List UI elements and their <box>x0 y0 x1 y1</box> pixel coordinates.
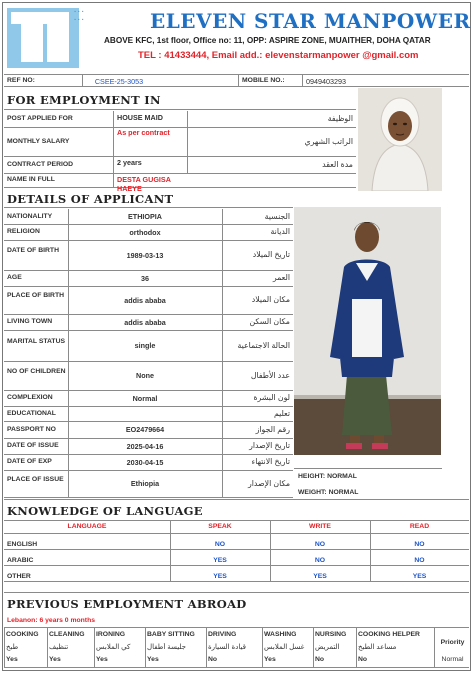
skill-name: CLEANING <box>49 631 85 638</box>
company-name: ELEVEN STAR MANPOWER <box>150 9 471 33</box>
applicant-row-label: DATE OF EXP <box>7 458 52 465</box>
employment-row-arabic: الوظيفة <box>327 114 353 123</box>
language-row-divider <box>4 581 469 582</box>
company-address: ABOVE KFC, 1st floor, Office no: 11, OPP: ASPIRE ZONE, MUAITHER, DOHA QATAR <box>104 36 431 45</box>
applicant-row-arabic: تاريخ الإصدار <box>249 441 290 450</box>
language-level: YES <box>313 573 327 580</box>
previous-country-duration: Lebanon: 6 years 0 months <box>7 617 96 624</box>
language-column-divider <box>270 520 271 581</box>
applicant-row-label: PASSPORT NO <box>7 425 56 433</box>
employment-row-arabic: مدة العقد <box>322 159 353 169</box>
language-level: YES <box>412 573 427 580</box>
applicant-row-divider <box>4 314 293 315</box>
applicant-row-label: PLACE OF ISSUE <box>7 475 64 483</box>
skill-value: Yes <box>6 656 18 663</box>
applicant-row-value: 1989-03-13 <box>126 250 164 260</box>
employment-row-label: NAME IN FULL <box>7 176 55 183</box>
applicant-row-label: DATE OF ISSUE <box>7 442 59 449</box>
applicant-row-divider <box>4 224 293 225</box>
applicant-row-arabic: الحالة الاجتماعية <box>237 340 290 350</box>
skill-value: Yes <box>49 656 61 663</box>
applicant-row-divider <box>4 438 293 439</box>
language-table-border <box>4 520 469 521</box>
language-row-divider <box>4 565 469 566</box>
skill-arabic: التمريض <box>315 644 340 651</box>
language-section-title: KNOWLEDGE OF LANGUAGE <box>7 504 203 518</box>
skill-column-divider <box>434 627 435 667</box>
priority-value: Normal <box>441 656 464 663</box>
language-header-cell: LANGUAGE <box>67 523 107 530</box>
applicant-row-divider <box>4 470 293 471</box>
skill-column-divider <box>47 627 48 667</box>
employment-column-divider <box>187 111 188 173</box>
skill-arabic: مساعد الطبخ <box>358 644 397 651</box>
applicant-row-divider <box>4 390 293 391</box>
language-column-divider <box>370 520 371 581</box>
skill-column-divider <box>356 627 357 667</box>
applicant-row-label: NO OF CHILDREN <box>7 367 66 375</box>
company-contact: TEL : 41433444, Email add.: elevenstarmanpower @gmail.com <box>138 50 419 61</box>
applicant-row-value: EO2479664 <box>125 425 165 434</box>
employment-row-label: MONTHLY SALARY <box>7 137 70 145</box>
skill-name: COOKING <box>6 631 39 638</box>
ref-label: REF NO: <box>7 77 35 84</box>
skill-arabic: غسل الملابس <box>264 644 305 651</box>
applicant-row-arabic: مكان السكن <box>249 317 290 326</box>
logo-stars-icon: ∙∙∙ ∙∙∙ <box>73 6 85 25</box>
employment-row-arabic: الراتب الشهري <box>304 136 353 146</box>
employment-row-value: As per contract <box>117 128 170 137</box>
applicant-row-divider <box>4 330 293 331</box>
skill-arabic: كي الملابس <box>96 644 131 651</box>
applicant-row-value: None <box>136 371 154 380</box>
applicant-row-label: COMPLEXION <box>7 394 53 401</box>
applicant-row-arabic: الجنسية <box>264 211 290 221</box>
applicant-row-divider <box>4 286 293 287</box>
mobile-value: 0949403293 <box>306 77 346 86</box>
applicant-section-title: DETAILS OF APPLICANT <box>7 192 174 206</box>
applicant-row-value: 2030-04-15 <box>126 457 164 467</box>
applicant-row-value: 2025-04-16 <box>126 441 164 451</box>
applicant-row-value: Ethiopia <box>130 479 160 488</box>
language-level: NO <box>214 541 226 548</box>
applicant-row-value: addis ababa <box>124 295 166 305</box>
skill-value: Yes <box>264 656 276 663</box>
employment-row-label: POST APPLIED FOR <box>7 115 73 122</box>
applicant-row-value: addis ababa <box>124 317 166 327</box>
language-level: YES <box>213 557 227 564</box>
language-level: YES <box>213 573 227 580</box>
applicant-row-divider <box>4 240 293 241</box>
applicant-row-divider <box>4 406 293 407</box>
applicant-row-label: AGE <box>7 274 22 281</box>
skill-value: No <box>358 656 368 663</box>
mobile-label: MOBILE NO.: <box>242 77 285 84</box>
applicant-row-value: orthodox <box>129 227 161 237</box>
language-row-divider <box>4 533 469 534</box>
previous-section-title: PREVIOUS EMPLOYMENT ABROAD <box>7 597 247 611</box>
employment-column-divider <box>113 111 114 187</box>
language-level: NO <box>414 557 425 564</box>
skill-column-divider <box>145 627 146 667</box>
employment-row-label: CONTRACT PERIOD <box>7 160 74 168</box>
skill-name: BABY SITTING <box>147 631 195 638</box>
language-name: OTHER <box>7 573 31 580</box>
employment-row-value: 2 years <box>117 158 142 167</box>
priority-label: Priority <box>440 639 465 646</box>
skill-column-divider <box>313 627 314 667</box>
applicant-row-divider <box>4 454 293 455</box>
applicant-row-arabic: مكان الإصدار <box>247 478 290 488</box>
applicant-row-arabic: مكان الميلاد <box>251 295 290 304</box>
applicant-row-divider <box>4 497 293 498</box>
skill-column-divider <box>206 627 207 667</box>
applicant-row-divider <box>4 270 293 271</box>
language-column-divider <box>170 520 171 581</box>
applicant-row-label: PLACE OF BIRTH <box>7 292 65 299</box>
skills-table-border <box>4 667 469 668</box>
skill-arabic: طبخ <box>6 644 19 651</box>
height-info: HEIGHT: NORMAL <box>298 473 357 480</box>
skill-name: DRIVING <box>208 631 237 638</box>
applicant-row-divider <box>4 361 293 362</box>
applicant-row-value: single <box>134 341 156 350</box>
skill-arabic: قيادة السيارة <box>208 644 246 651</box>
applicant-row-label: RELIGION <box>7 228 40 235</box>
skill-arabic: تنظيف <box>49 644 69 651</box>
skill-column-divider <box>94 627 95 667</box>
language-level: NO <box>414 541 425 548</box>
language-name: ARABIC <box>7 557 34 564</box>
language-header-cell: WRITE <box>309 523 331 530</box>
applicant-row-divider <box>4 421 293 422</box>
skill-arabic: جليسة أطفال <box>147 644 186 651</box>
applicant-row-arabic: العمر <box>272 273 290 282</box>
employment-row-value: HOUSE MAID <box>117 113 163 122</box>
language-name: ENGLISH <box>7 541 38 548</box>
skill-column-divider <box>262 627 263 667</box>
applicant-portrait-photo <box>358 88 442 191</box>
applicant-row-arabic: تعليم <box>273 408 290 418</box>
applicant-row-value: ETHIOPIA <box>128 212 162 221</box>
ref-value: CSEE-25-3053 <box>94 77 144 86</box>
language-header-cell: SPEAK <box>208 523 232 530</box>
applicant-row-arabic: عدد الأطفال <box>250 370 290 380</box>
employment-row-divider <box>4 156 356 157</box>
employment-row-value: DESTA GUGISA HAEYE <box>117 175 171 193</box>
weight-info: WEIGHT: NORMAL <box>298 489 359 496</box>
skill-value: Yes <box>96 656 108 663</box>
applicant-row-value: Normal <box>132 393 158 403</box>
skill-name: IRONING <box>96 631 126 638</box>
applicant-row-arabic: رقم الجواز <box>255 424 290 434</box>
applicant-full-body-photo <box>294 207 441 455</box>
skill-value: Yes <box>147 656 159 663</box>
employment-row-divider <box>4 173 356 174</box>
applicant-column-divider <box>222 209 223 497</box>
skill-name: NURSING <box>315 631 347 638</box>
employment-row-divider <box>4 127 356 128</box>
applicant-row-label: LIVING TOWN <box>7 318 53 325</box>
company-logo <box>7 6 85 68</box>
skill-name: WASHING <box>264 631 297 638</box>
language-level: NO <box>314 557 326 564</box>
applicant-row-arabic: الديانة <box>270 227 290 236</box>
skill-name: COOKING HELPER <box>358 631 420 638</box>
employment-section-title: FOR EMPLOYMENT IN <box>7 93 161 107</box>
applicant-row-label: NATIONALITY <box>7 212 53 220</box>
applicant-column-divider <box>68 209 69 497</box>
applicant-row-label: EDUCATIONAL <box>7 409 56 417</box>
applicant-row-arabic: تاريخ الميلاد <box>252 250 290 259</box>
skill-column-divider <box>4 627 5 667</box>
skill-value: No <box>208 656 218 663</box>
applicant-row-arabic: تاريخ الانتهاء <box>251 457 290 466</box>
language-row-divider <box>4 549 469 550</box>
applicant-row-label: MARITAL STATUS <box>7 337 66 345</box>
language-level: NO <box>314 541 326 548</box>
skill-value: No <box>315 656 325 663</box>
skills-table-border <box>4 627 469 628</box>
language-header-cell: READ <box>409 523 430 530</box>
applicant-row-label: DATE OF BIRTH <box>7 247 59 254</box>
applicant-row-value: 36 <box>141 273 149 283</box>
applicant-row-arabic: لون البشرة <box>253 393 290 402</box>
